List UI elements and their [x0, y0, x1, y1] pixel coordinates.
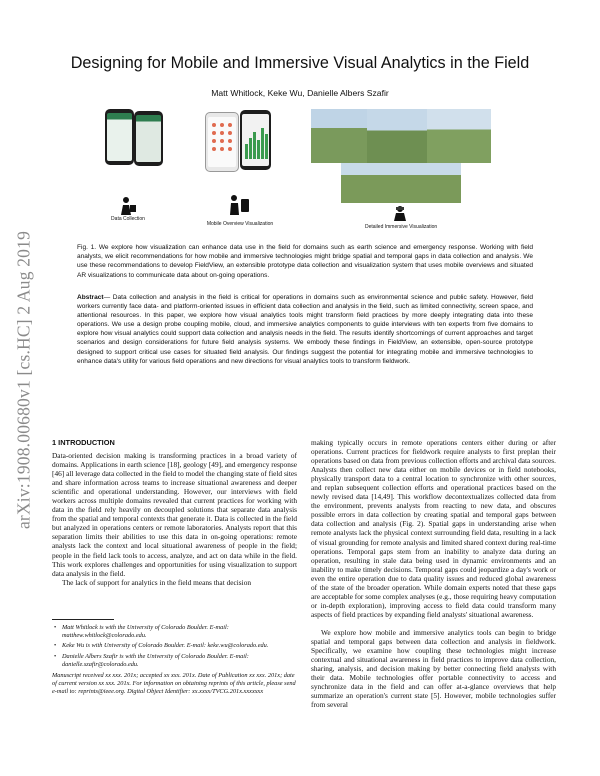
phone-screenshot-2 [134, 111, 163, 166]
abstract [77, 293, 533, 366]
footnote-author-2: • Keke Wu is with University of Colorado Boulder. E-mail: keke.wu@colorado.edu. [62, 642, 297, 650]
body-column-left [52, 451, 297, 587]
intro-paragraph-2: The lack of support for analytics in the field means that decision [62, 577, 252, 587]
mobile-overview-icon [228, 193, 252, 217]
data-collection-icon [118, 196, 138, 216]
footnote-author-3: • Danielle Albers Szafir is with the University of Colorado Boulder. E-mail: danielle.szafir@colorado.edu. [62, 653, 297, 669]
intro-paragraph-1: Data-oriented decision making is transforming practices in a broad variety of domains. Applications in earth science [18], geology [49], and emergency response [46] all leverage data collected in the field to model the changing state of field sites and share information across teams to increase situational awareness and deeper scientific and operational understanding. However, our interviews with field workers across multiple domains revealed that current practices for working with data in the field rely heavily on decoupled solutions that separate data analysis from the spatial and temporal contexts that generate it. Data is collected in the field but analyzed in operations centers or remote laboratories. Analysts report that this separation limits their abilities to use this data in on-going operations: remote analysts lack the context and local situational awareness of people in the field; people in the field lack tools to access, analyze, and act on data while in the field. This work explores challenges and opportunities for using visualization to support data analysis in the field. [52, 451, 297, 578]
arxiv-id: arXiv:1908.00680v1 [cs.HC] 2 Aug 2019 [13, 230, 34, 530]
phone-screenshot-4 [240, 110, 271, 170]
footnotes [52, 624, 297, 697]
author-list: Matt Whitlock, Keke Wu, Danielle Albers Szafir [211, 88, 389, 98]
footnote-rule [52, 619, 114, 620]
intro-paragraph-4: We explore how mobile and immersive analytics tools can begin to bridge spatial and temporal gaps between data collection and analysis in fieldwork. Specifically, we examine how coupling these technologies might increase contextual and situational awareness in field practices to improve data collection, sharing, analysis, and decision making by better connecting field analysts with their data. Mobile technologies offer portable connectivity to access and synchronize data in the field and can offer at-a-glance overviews that help summarize an operation's current state [5]. However, mobile technologies suffer from several [311, 627, 556, 710]
paper-title: Designing for Mobile and Immersive Visual Analytics in the Field [70, 54, 530, 72]
ar-photo-4 [341, 163, 461, 203]
ar-photo-3 [427, 109, 491, 163]
figure-label-immersive: Detailed Immersive Visualization [365, 224, 438, 230]
phone-screenshot-1 [105, 109, 134, 165]
arxiv-stamp [4, 180, 44, 580]
body-column-right [311, 438, 556, 709]
intro-paragraph-3: making typically occurs in remote operations centers either during or after operations. Current practices for fieldwork require analysts to first preplan their operations based on data from previous collection efforts and archival data sources. Analysts then collect new data either on mobile devices or in field notebooks, physically transport data to a central location to synchronize with other sources, and replan subsequent collection efforts and operational practices based on the newly revised data [14,49]. This workflow decontextualizes collected data from the environment, prevents analysts from reacting to new data, and obscures possible errors in data collection by creating spatial and temporal gaps between data collection and analysis (Fig. 2). Spatial gaps in understanding arise when remote analysts lack the physical context surrounding field data, resulting in a lack of visual grounding for remote analysis and limited shared context during real-time operations. Temporal gaps stem from an inability to analyze data during an operation, resulting in stale data being used in dynamic environments and an inability to make timely decisions. Temporal gaps could jeopardize a day's work or even the entire operation due to data quality issues and reduced global awareness of the state of the broader operation. While domain experts noted that these gaps are acceptable for some complex analyses (e.g., those requiring heavy computation or in-depth exploration), improving access to field data could transform many aspects of field practices by expanding field analysts' situational awareness. [311, 438, 556, 619]
footnote-author-1: • Matt Whitlock is with the University of Colorado Boulder. E-mail: matthew.whitlock@colorado.edu. [62, 624, 297, 640]
ar-photo-1 [311, 109, 367, 163]
abstract-label: Abstract [77, 294, 104, 301]
ar-photo-2 [367, 109, 427, 163]
section-heading-introduction: 1 INTRODUCTION [52, 438, 115, 447]
phone-screenshot-3 [205, 112, 239, 172]
abstract-text: — Data collection and analysis in the field is critical for operations in domains such as environmental science and public safety. However, field workers currently face data- and platform-oriented issues in efficient data collection and analysis in the field, such as limited connectivity, screen space, and attentional resources. In this paper, we explore how visual analytics tools might transform field practices by more deeply integrating data into these operations. We use a design probe coupling mobile, cloud, and immersive analytics components to guide interviews with ten experts from five domains to explore how visual analytics could support data collection and analysis needs in the field. The results identify shortcomings of current approaches and target scenarios and design considerations for future field analysis systems. We embody these findings in FieldView, an extensible, open-source prototype designed to support critical use cases for situated field analysis. Our findings suggest the potential for integrating mobile and immersive technologies to enhance data's utility for various field operations and new directions for visual analytics tools to transform fieldwork. [77, 294, 533, 365]
figure-label-mobile-overview: Mobile Overview Visualization [206, 221, 274, 227]
immersive-visualization-icon [390, 205, 410, 221]
figure-label-data-collection: Data Collection [111, 216, 145, 222]
figure-caption: Fig. 1. We explore how visualization can enhance data use in the field for domains such as earth science and emergency response. Working with field analysts, we elicit recommendations for how mobile and immersive technologies might bridge spatial and temporal gaps in data collection and analysis. We use these recommendations to develop FieldView, an extensible prototype data collection and visualization system that uses mobile overviews and situated AR visualizations to communicate data about on-going operations. [77, 244, 533, 279]
manuscript-note: Manuscript received xx xxx. 201x; accepted xx xxx. 201x. Date of Publication xx xxx. 201x; date of current version xx xxx. 201x. For information on obtaining reprints of this article, please send e-mail to: reprints@ieee.org. Digital Object Identifier: xx.xxxx/TVCG.201x.xxxxxxx [52, 672, 296, 696]
